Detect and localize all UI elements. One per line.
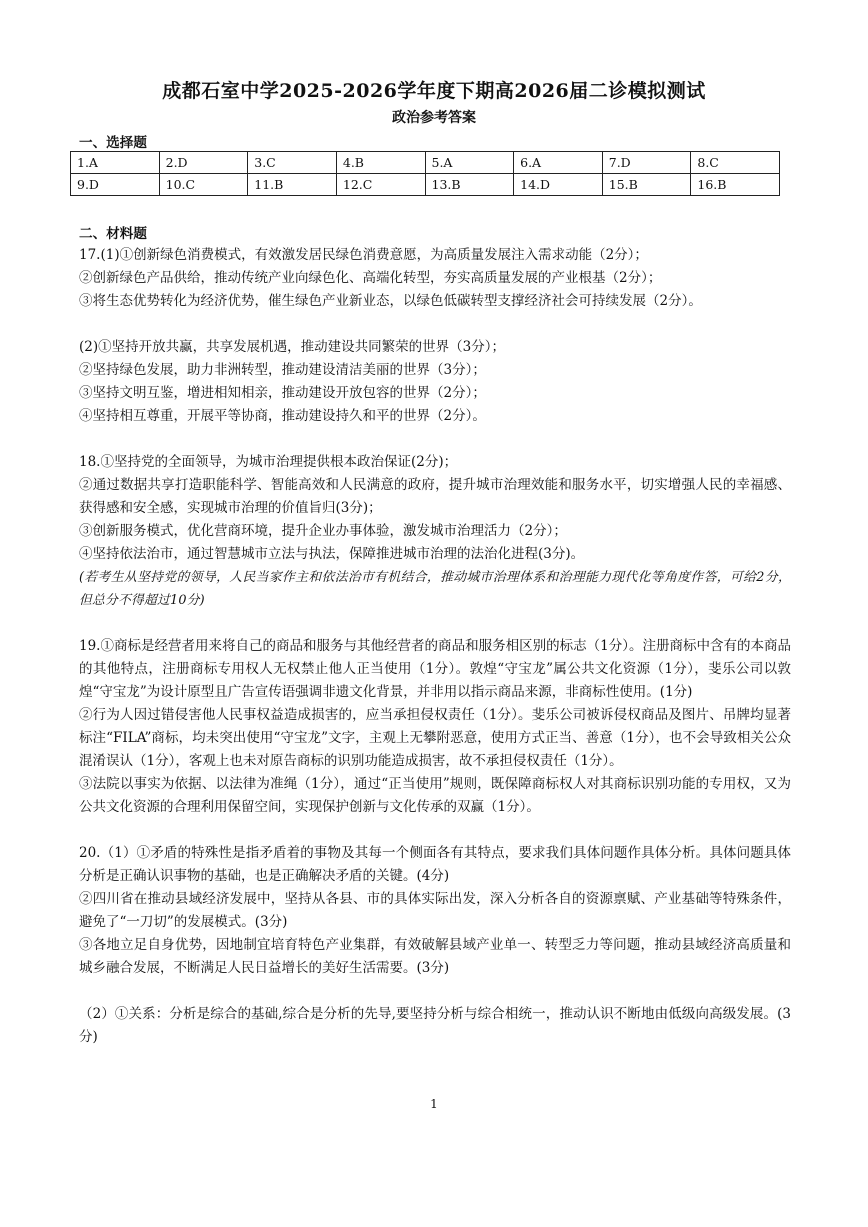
section-heading-multiple-choice: 一、选择题 <box>79 135 147 151</box>
answer-cell: 2.D <box>159 152 248 174</box>
paragraph-spacer <box>79 612 791 635</box>
paragraph-spacer <box>79 313 791 336</box>
answer-cell: 12.C <box>336 174 425 196</box>
answer-row <box>71 152 780 174</box>
answer-paragraph: ③法院以事实为依据、以法律为准绳（1分），通过“正当使用”规则，既保障商标权人对其商标识别功能的专用权，又为公共文化资源的合理利用保留空间，实现保护创新与文化传承的双赢（1分）。 <box>79 776 791 815</box>
answer-cell: 4.B <box>336 152 425 174</box>
answer-paragraph: ③将生态优势转化为经济优势，催生绿色产业新业态，以绿色低碳转型支撑经济社会可持续发展（2分）。 <box>79 293 702 309</box>
answer-cell: 3.C <box>248 152 337 174</box>
answer-cell: 10.C <box>159 174 248 196</box>
section-heading-material-questions: 二、材料题 <box>79 226 147 242</box>
answer-cell: 11.B <box>248 174 337 196</box>
answer-paragraph: ③各地立足自身优势，因地制宜培育特色产业集群，有效破解县域产业单一、转型乏力等问题，推动县域经济高质量和城乡融合发展，不断满足人民日益增长的美好生活需要。(3分) <box>79 937 791 976</box>
answer-cell: 8.C <box>691 152 780 174</box>
answer-paragraph: ②行为人因过错侵害他人民事权益造成损害的，应当承担侵权责任（1分）。斐乐公司被诉侵权商品及图片、吊牌均显著标注“FILA”商标，均未突出使用“守宝龙”文字，主观上无攀附恶意，使用方式正当、善意（1分），也不会导致相关公众混淆误认（1分），客观上也未对原告商标的识别功能造成损害，故不承担侵权责任（1分）。 <box>79 707 791 769</box>
answer-paragraph: ②创新绿色产品供给，推动传统产业向绿色化、高端化转型，夯实高质量发展的产业根基（2分）； <box>79 270 662 286</box>
answer-cell: 16.B <box>691 174 780 196</box>
answer-cell: 7.D <box>602 152 691 174</box>
answer-paragraph: ②四川省在推动县域经济发展中，坚持从各县、市的具体实际出发，深入分析各自的资源禀赋、产业基础等特殊条件，避免了“一刀切”的发展模式。(3分) <box>79 891 791 930</box>
answer-paragraph: ④坚持依法治市，通过智慧城市立法与执法，保障推进城市治理的法治化进程(3分)。 <box>79 546 585 562</box>
answer-paragraph: ②通过数据共享打造职能科学、智能高效和人民满意的政府，提升城市治理效能和服务水平，切实增强人民的幸福感、获得感和安全感，实现城市治理的价值旨归(3分)； <box>79 477 791 516</box>
paragraph-spacer <box>79 819 791 842</box>
answer-cell: 13.B <box>425 174 514 196</box>
answer-cell: 14.D <box>514 174 603 196</box>
answer-paragraph: 18.①坚持党的全面领导，为城市治理提供根本政治保证(2分)； <box>79 454 458 470</box>
answer-cell: 1.A <box>71 152 160 174</box>
paragraph-spacer <box>79 428 791 451</box>
answer-paragraph: 17.(1)①创新绿色消费模式，有效激发居民绿色消费意愿，为高质量发展注入需求动能（2分）； <box>79 247 648 263</box>
answer-paragraph: （2）①关系：分析是综合的基础,综合是分析的先导,要坚持分析与综合相统一，推动认识不断地由低级向高级发展。(3分) <box>79 1006 791 1045</box>
paragraph-spacer <box>79 980 791 1003</box>
answer-row <box>71 174 780 196</box>
page-number: 1 <box>430 1097 438 1111</box>
answer-paragraph: ③坚持文明互鉴，增进相知相亲，推动建设开放包容的世界（2分）； <box>79 385 486 401</box>
answer-paragraph: ③创新服务模式，优化营商环境，提升企业办事体验，激发城市治理活力（2分）； <box>79 523 567 539</box>
document-title: 成都石室中学2025-2026学年度下期高2026届二诊模拟测试 <box>162 80 706 102</box>
answer-paragraph: (若考生从坚持党的领导，人民当家作主和依法治市有机结合，推动城市治理体系和治理能力现代化等角度作答，可给2分，但总分不得超过10分) <box>79 570 791 608</box>
answer-paragraph: 19.①商标是经营者用来将自己的商品和服务与其他经营者的商品和服务相区别的标志（1分）。注册商标中含有的本商品的其他特点，注册商标专用权人无权禁止他人正当使用（1分）。敦煌“守宝龙”属公共文化资源（1分），斐乐公司以敦煌“守宝龙”为设计原型且广告宣传语强调非遗文化背景，并非用以指示商品来源，非商标性使用。(1分) <box>79 638 791 700</box>
answer-paragraph: ④坚持相互尊重，开展平等协商，推动建设持久和平的世界（2分）。 <box>79 408 486 424</box>
answer-key-table <box>70 151 780 196</box>
answer-cell: 9.D <box>71 174 160 196</box>
answer-paragraph: (2)①坚持开放共赢，共享发展机遇，推动建设共同繁荣的世界（3分）； <box>79 339 505 355</box>
answer-cell: 6.A <box>514 152 603 174</box>
answer-cell: 5.A <box>425 152 514 174</box>
answer-body <box>79 244 791 1049</box>
answer-cell: 15.B <box>602 174 691 196</box>
document-subtitle: 政治参考答案 <box>392 110 476 126</box>
answer-paragraph: 20.（1）①矛盾的特殊性是指矛盾着的事物及其每一个侧面各有其特点，要求我们具体问题作具体分析。具体问题具体分析是正确认识事物的基础，也是正确解决矛盾的关键。(4分) <box>79 845 791 884</box>
answer-paragraph: ②坚持绿色发展，助力非洲转型，推动建设清洁美丽的世界（3分）； <box>79 362 486 378</box>
